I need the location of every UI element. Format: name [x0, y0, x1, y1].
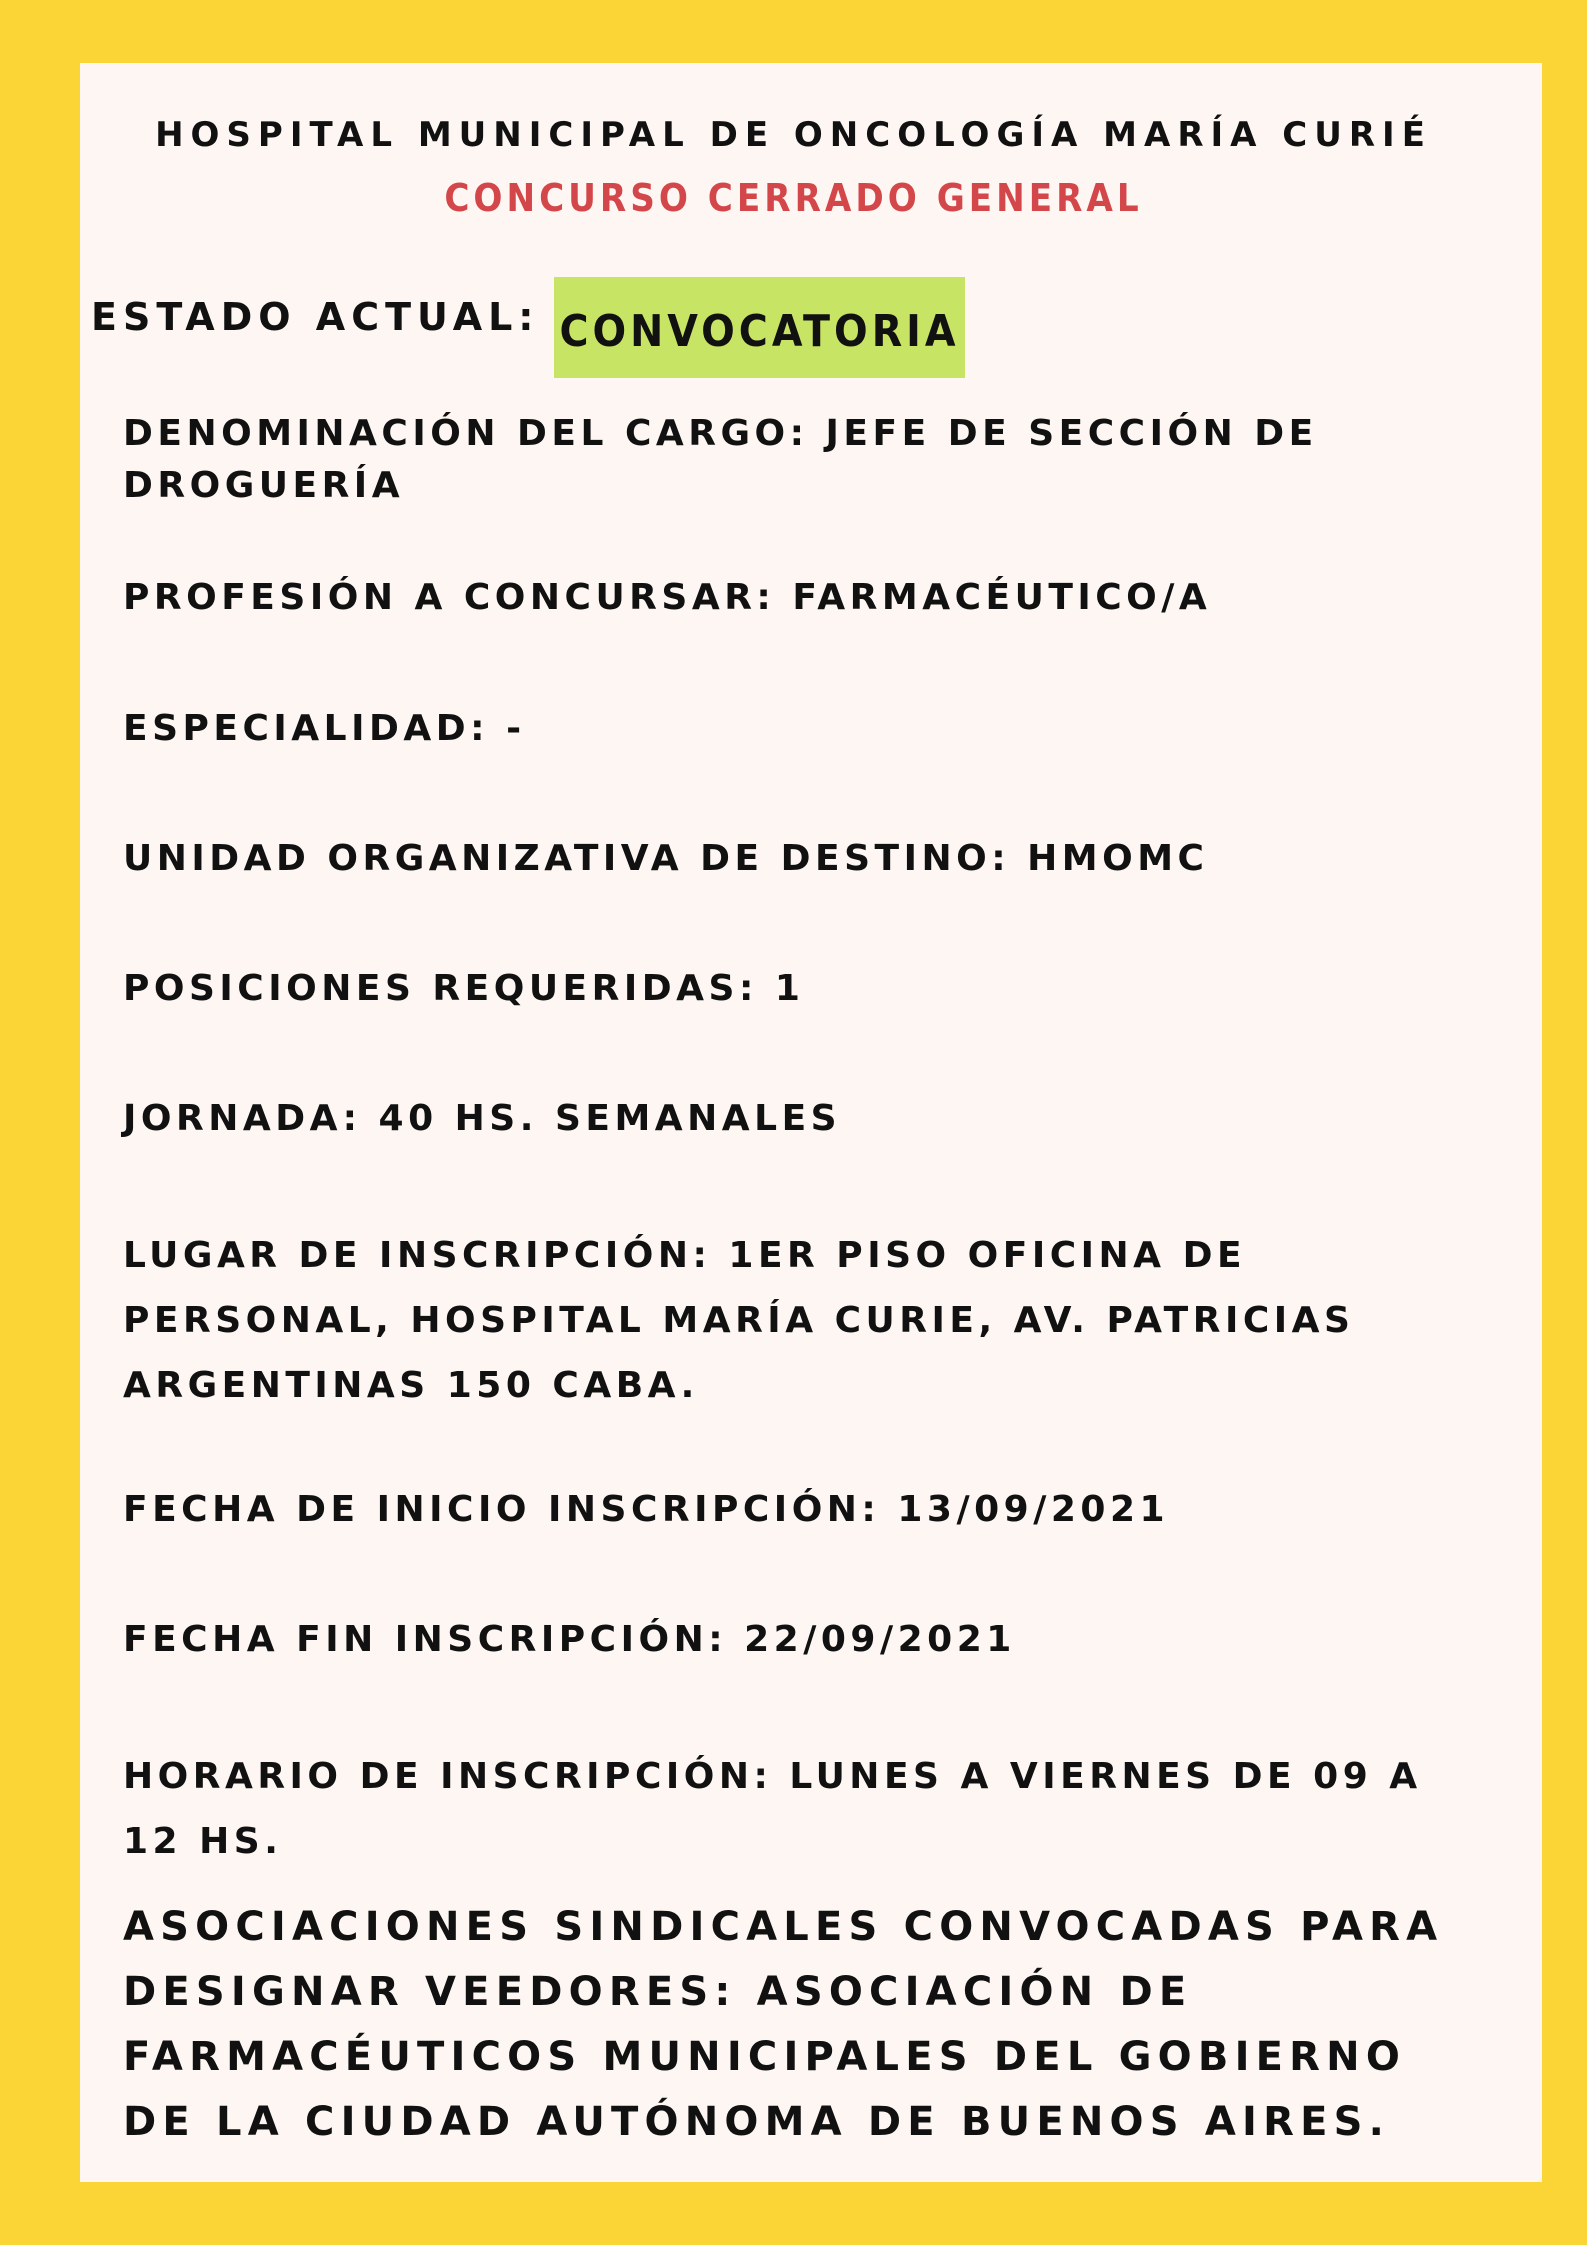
field-lugar-inscripcion: LUGAR DE INSCRIPCIÓN: 1ER PISO OFICINA DE PERSONAL, HOSPITAL MARÍA CURIE, AV. PATRICIAS ARGENTINAS 150 CABA. [123, 1235, 1355, 1406]
field-fecha-fin: FECHA FIN INSCRIPCIÓN: 22/09/2021 [123, 1619, 1016, 1660]
field-asociaciones-sindicales: ASOCIACIONES SINDICALES CONVOCADAS PARA DESIGNAR VEEDORES: ASOCIACIÓN DE FARMACÉUTICOS MUNICIPALES DEL GOBIERNO DE LA CIUDAD AUTÓNOMA DE BUENOS AIRES. [123, 1904, 1444, 2145]
status-badge [554, 277, 965, 378]
field-horario: HORARIO DE INSCRIPCIÓN: LUNES A VIERNES DE 09 A 12 HS. [123, 1756, 1422, 1862]
field-cargo: DENOMINACIÓN DEL CARGO: JEFE DE SECCIÓN DE DROGUERÍA [123, 413, 1318, 506]
status-badge-text: CONVOCATORIA [559, 306, 960, 357]
field-fecha-inicio: FECHA DE INICIO INSCRIPCIÓN: 13/09/2021 [123, 1489, 1170, 1530]
field-profesion: PROFESIÓN A CONCURSAR: FARMACÉUTICO/A [123, 577, 1212, 618]
hospital-title: HOSPITAL MUNICIPAL DE ONCOLOGÍA MARÍA CURIÉ [155, 115, 1432, 155]
contest-type-subtitle: CONCURSO CERRADO GENERAL [444, 176, 1143, 220]
field-jornada: JORNADA: 40 HS. SEMANALES [123, 1098, 842, 1139]
field-especialidad: ESPECIALIDAD: - [123, 708, 526, 749]
field-unidad-organizativa: UNIDAD ORGANIZATIVA DE DESTINO: HMOMC [123, 838, 1209, 879]
field-posiciones: POSICIONES REQUERIDAS: 1 [123, 968, 805, 1009]
status-label: ESTADO ACTUAL: [91, 295, 540, 339]
